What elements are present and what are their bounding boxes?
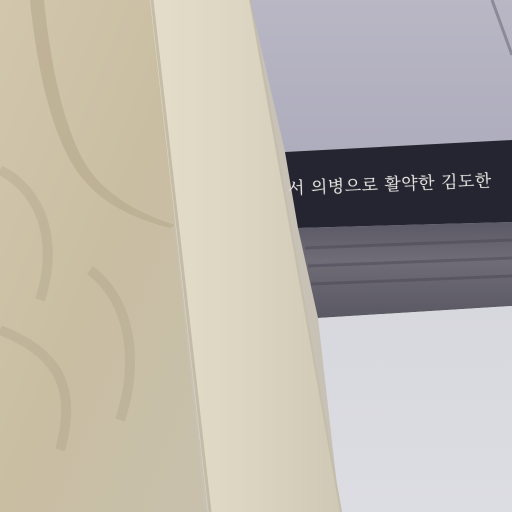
- upper-card: [250, 0, 512, 152]
- lower-card: [318, 306, 512, 512]
- photo-strip: [298, 222, 512, 318]
- caption-text: 서 의병으로 활약한 김도한: [287, 171, 493, 199]
